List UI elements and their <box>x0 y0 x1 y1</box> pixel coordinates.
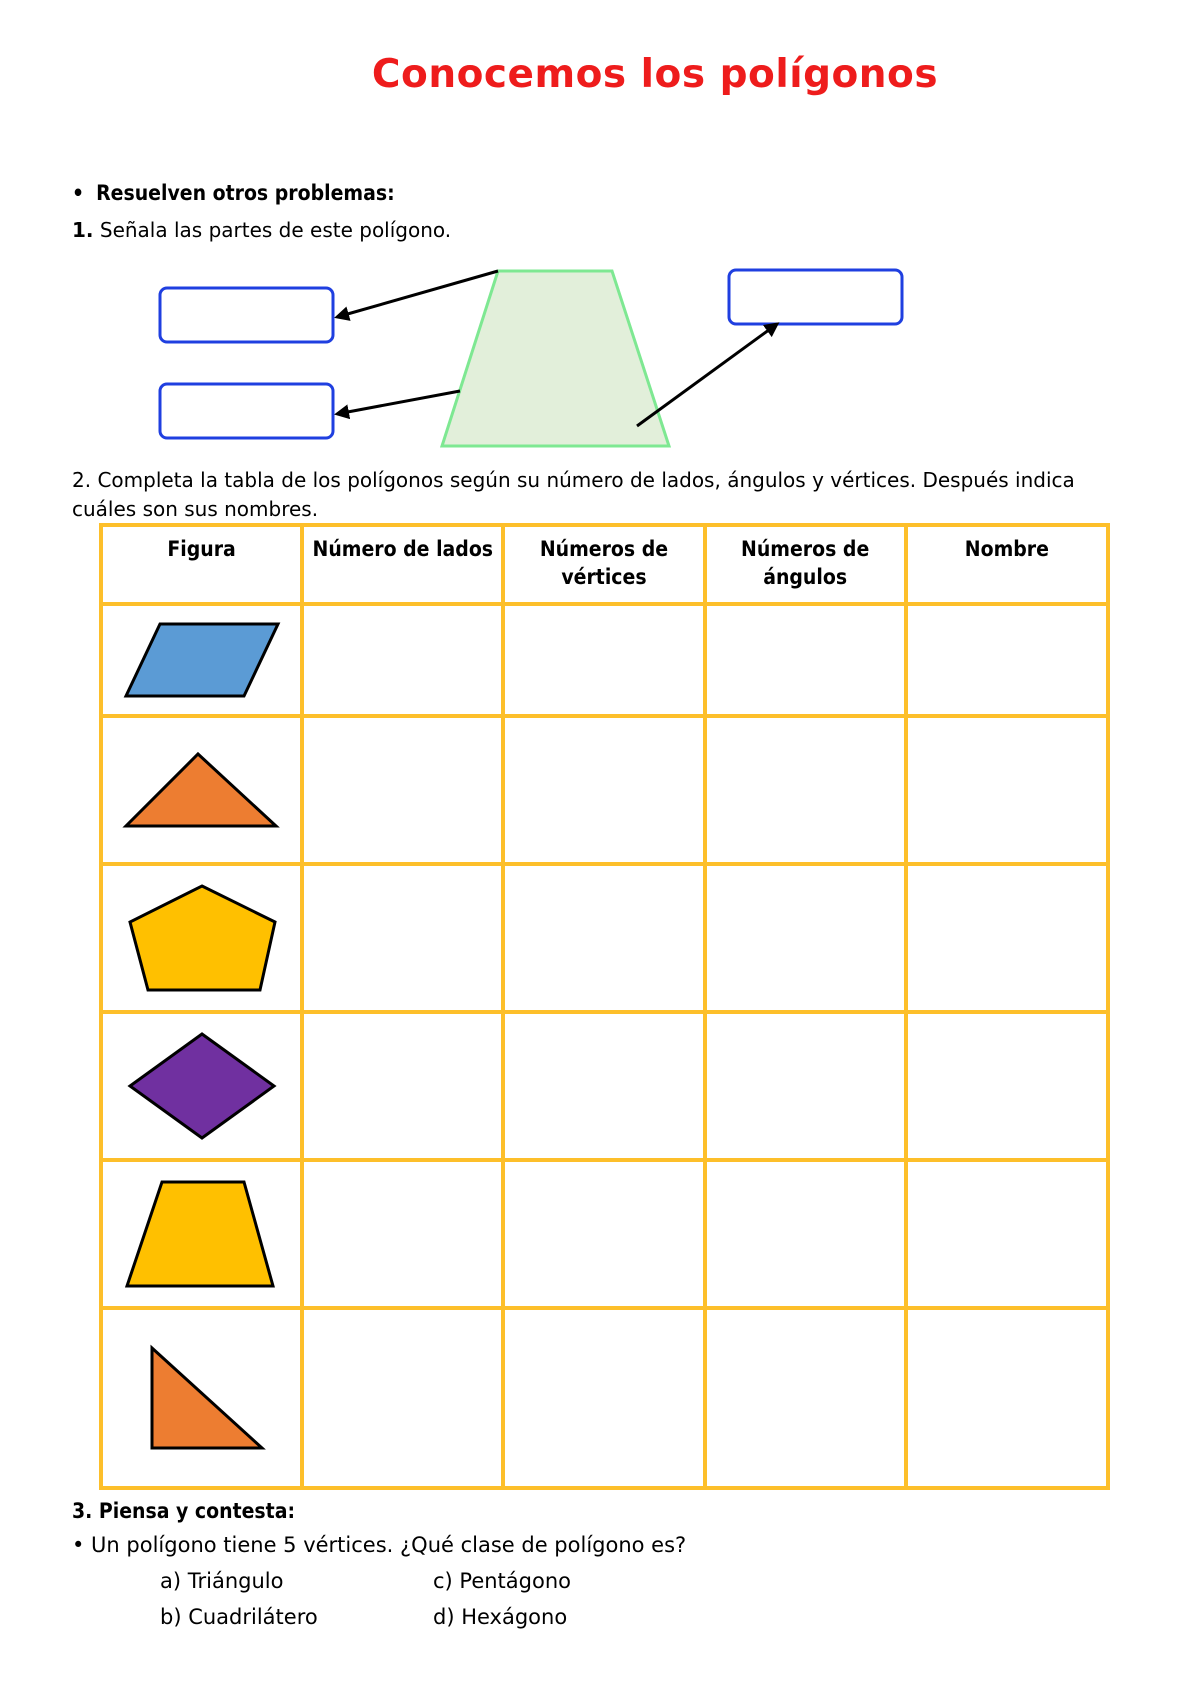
question-1-number: 1. <box>72 218 94 242</box>
table-header-row <box>101 525 1108 604</box>
page-title: Conocemos los polígonos <box>371 52 939 97</box>
label-box-top-left <box>160 288 333 342</box>
question-3-text: • Un polígono tiene 5 vértices. ¿Qué clase de polígono es? <box>72 1533 687 1557</box>
table-row <box>101 864 1108 1012</box>
answer-cell-lados[interactable] <box>302 1160 503 1308</box>
table-row <box>101 1308 1108 1488</box>
answer-cell-nombre[interactable] <box>906 1012 1108 1160</box>
answer-cell-angulos[interactable] <box>705 1012 906 1160</box>
answer-cell-vertices[interactable] <box>503 1308 704 1488</box>
answer-cell-angulos[interactable] <box>705 1308 906 1488</box>
figure-cell <box>101 604 302 716</box>
answer-cell-nombre[interactable] <box>906 604 1108 716</box>
answer-cell-angulos[interactable] <box>705 864 906 1012</box>
question-1-text: Señala las partes de este polígono. <box>93 218 452 242</box>
answer-cell-lados[interactable] <box>302 864 503 1012</box>
header-nombre: Nombre <box>906 525 1108 604</box>
answer-cell-nombre[interactable] <box>906 716 1108 864</box>
question-3-heading: 3. Piensa y contesta: <box>72 1499 296 1523</box>
polygon-table <box>99 523 1110 1490</box>
option-c[interactable]: c) Pentágono <box>433 1569 571 1593</box>
option-d[interactable]: d) Hexágono <box>433 1605 568 1629</box>
answer-cell-lados[interactable] <box>302 604 503 716</box>
header-vertices: Números de vértices <box>503 525 704 604</box>
section-heading-text: Resuelven otros problemas: <box>96 181 395 205</box>
pentagon-icon <box>122 880 282 996</box>
table-row <box>101 1012 1108 1160</box>
answer-cell-vertices[interactable] <box>503 1012 704 1160</box>
table-row <box>101 1160 1108 1308</box>
answer-cell-vertices[interactable] <box>503 864 704 1012</box>
arrow-to-top-left <box>337 271 498 317</box>
parallelogram-icon <box>122 618 282 702</box>
answer-cell-lados[interactable] <box>302 1308 503 1488</box>
answer-cell-lados[interactable] <box>302 1012 503 1160</box>
answer-cell-angulos[interactable] <box>705 1160 906 1308</box>
answer-cell-vertices[interactable] <box>503 1160 704 1308</box>
arrow-to-right <box>637 324 777 426</box>
question-2: 2. Completa la tabla de los polígonos según su número de lados, ángulos y vértices. Después indica cuáles son sus nombres. <box>72 468 1075 521</box>
label-box-right <box>729 270 902 324</box>
answer-cell-vertices[interactable] <box>503 716 704 864</box>
option-b[interactable]: b) Cuadrilátero <box>160 1605 318 1629</box>
answer-cell-nombre[interactable] <box>906 1160 1108 1308</box>
right-triangle-icon <box>122 1342 282 1454</box>
triangle-icon <box>122 748 282 832</box>
answer-cell-nombre[interactable] <box>906 864 1108 1012</box>
answer-cell-nombre[interactable] <box>906 1308 1108 1488</box>
answer-cell-angulos[interactable] <box>705 716 906 864</box>
answer-cell-angulos[interactable] <box>705 604 906 716</box>
polygon-parts-diagram <box>0 0 1200 460</box>
figure-cell <box>101 864 302 1012</box>
header-lados: Número de lados <box>302 525 503 604</box>
answer-cell-vertices[interactable] <box>503 604 704 716</box>
figure-cell <box>101 716 302 864</box>
rhombus-icon <box>122 1028 282 1144</box>
figure-cell <box>101 1160 302 1308</box>
answer-cell-lados[interactable] <box>302 716 503 864</box>
trapezoid-figure <box>442 271 669 446</box>
bullet: • <box>72 181 85 205</box>
label-box-bottom-left <box>160 384 333 438</box>
figure-cell <box>101 1308 302 1488</box>
header-angulos: Números de ángulos <box>705 525 906 604</box>
trapezoid-icon <box>122 1176 282 1292</box>
arrow-to-bottom-left <box>337 391 460 414</box>
header-figura: Figura <box>101 525 302 604</box>
table-row <box>101 604 1108 716</box>
figure-cell <box>101 1012 302 1160</box>
table-row <box>101 716 1108 864</box>
option-a[interactable]: a) Triángulo <box>160 1569 284 1593</box>
